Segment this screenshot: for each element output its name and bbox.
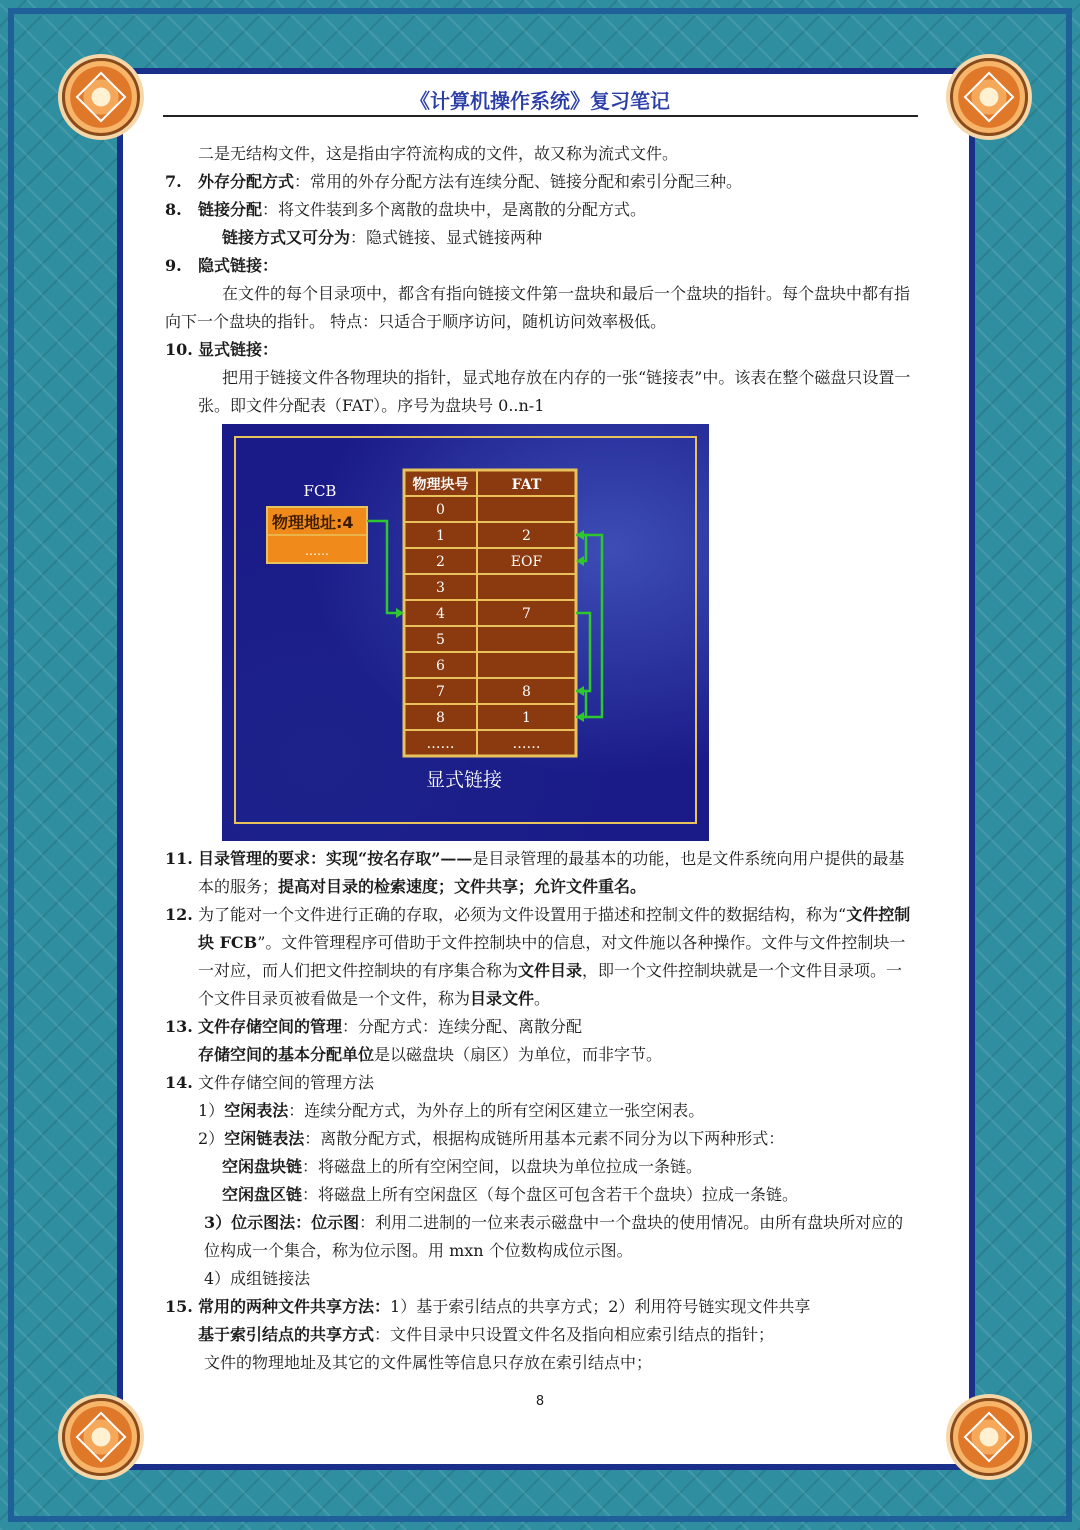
block-number-cell: 0 xyxy=(436,502,445,518)
corner-ornament-icon xyxy=(62,1398,140,1476)
fcb-label: FCB xyxy=(303,482,337,500)
col-header-fat: FAT xyxy=(511,477,542,493)
diagram-caption: 显式链接 xyxy=(425,769,503,791)
list-item-8-sub: 链接方式又可分为：隐式链接、显式链接两种 xyxy=(222,228,543,247)
list-item-8: 8. 链接分配：将文件装到多个离散的盘块中，是离散的分配方式。 xyxy=(165,200,647,219)
list-item-14: 14. 文件存储空间的管理方法 xyxy=(165,1073,375,1092)
list-item-13-sub: 存储空间的基本分配单位是以磁盘块（扇区）为单位，而非字节。 xyxy=(198,1045,663,1064)
corner-ornament-icon xyxy=(62,58,140,136)
list-item-14-1: 1）空闲表法：连续分配方式，为外存上的所有空闲区建立一张空闲表。 xyxy=(198,1101,705,1120)
block-number-cell: 6 xyxy=(436,658,445,674)
list-item-11: 11. 目录管理的要求：实现“按名存取”——是目录管理的最基本的功能，也是文件系统向用户提供的最基本的服务；提高对目录的检索速度；文件共享；允许文件重名。 xyxy=(165,849,905,896)
fat-entry-cell: 8 xyxy=(522,684,531,700)
page-number: 8 xyxy=(535,1394,545,1409)
list-item-12: 12. 为了能对一个文件进行正确的存取，必须为文件设置用于描述和控制文件的数据结构，称为“文件控制块 FCB”。文件管理程序可借助于文件控制块中的信息，对文件施以各种操作。文件与文件控制块一一对应，而人们把文件控制块的有序集合称为文件目录，即一个文件控制块就是一个文件目录项。一个文件目录页被看做是一个文件，称为目录文件。 xyxy=(165,905,911,1008)
block-number-cell: 8 xyxy=(436,710,445,726)
block-number-cell: 4 xyxy=(436,606,445,622)
block-number-cell: …… xyxy=(426,736,455,752)
block-number-cell: 5 xyxy=(436,632,445,648)
col-header-block: 物理块号 xyxy=(412,477,469,493)
document-body xyxy=(165,140,917,1377)
block-number-cell: 1 xyxy=(436,528,445,544)
list-item-15: 15. 常用的两种文件共享方法：1）基于索引结点的共享方式；2）利用符号链实现文件共享 xyxy=(165,1297,811,1316)
fat-entry-cell: …… xyxy=(512,736,541,752)
fcb-more: …… xyxy=(305,544,329,558)
fat-diagram-svg xyxy=(222,424,709,841)
paragraph: 二是无结构文件，这是指由字符流构成的文件，故又称为流式文件。 xyxy=(198,144,679,163)
list-item-10: 10. 显式链接： xyxy=(165,340,279,359)
list-item-14-2b: 空闲盘区链：将磁盘上所有空闲盘区（每个盘区可包含若干个盘块）拉成一条链。 xyxy=(222,1185,799,1204)
list-item-14-3: 3）位示图法：位示图：利用二进制的一位来表示磁盘中一个盘块的使用情况。由所有盘块所对应的位构成一个集合，称为位示图。用 mxn 个位数构成位示图。 xyxy=(204,1213,904,1260)
corner-ornament-icon xyxy=(950,58,1028,136)
list-item-9-text: 在文件的每个目录项中，都含有指向链接文件第一盘块和最后一个盘块的指针。每个盘块中都有指向下一个盘块的指针。 特点：只适合于顺序访问，随机访问效率极低。 xyxy=(165,284,911,331)
block-number-cell: 3 xyxy=(436,580,445,596)
chain-arrow-4-7 xyxy=(576,613,590,691)
list-item-14-2: 2）空闲链表法：离散分配方式，根据构成链所用基本元素不同分为以下两种形式： xyxy=(198,1129,785,1148)
title-divider xyxy=(163,115,918,117)
fat-entry-cell: 7 xyxy=(522,606,531,622)
list-item-14-4: 4）成组链接法 xyxy=(204,1269,311,1288)
block-number-cell: 7 xyxy=(436,684,445,700)
fcb-address: 物理地址:4 xyxy=(272,513,354,532)
list-item-13: 13. 文件存储空间的管理：分配方式：连续分配、离散分配 xyxy=(165,1017,583,1036)
list-item-15-sub2: 文件的物理地址及其它的文件属性等信息只存放在索引结点中； xyxy=(204,1353,653,1372)
fat-diagram xyxy=(222,424,709,841)
page-title: 《计算机操作系统》复习笔记 xyxy=(410,89,670,113)
list-item-9: 9. 隐式链接： xyxy=(165,256,279,275)
fat-table xyxy=(404,470,576,756)
list-item-14-2a: 空闲盘块链：将磁盘上的所有空闲空间，以盘块为单位拉成一条链。 xyxy=(222,1157,703,1176)
fat-entry-cell: 2 xyxy=(522,528,531,544)
fcb-pointer-arrow xyxy=(367,521,400,613)
block-number-cell: 2 xyxy=(436,554,445,570)
list-item-7: 7. 外存分配方式：常用的外存分配方法有连续分配、链接分配和索引分配三种。 xyxy=(165,172,743,191)
fat-entry-cell: 1 xyxy=(522,710,531,726)
corner-ornament-icon xyxy=(950,1398,1028,1476)
list-item-10-text: 把用于链接文件各物理块的指针，显式地存放在内存的一张“链接表”中。该表在整个磁盘只设置一张。即文件分配表（FAT）。序号为盘块号 0..n-1 xyxy=(198,368,911,415)
fat-entry-cell: EOF xyxy=(510,554,543,570)
list-item-15-sub: 基于索引结点的共享方式：文件目录中只设置文件名及指向相应索引结点的指针； xyxy=(198,1325,775,1344)
